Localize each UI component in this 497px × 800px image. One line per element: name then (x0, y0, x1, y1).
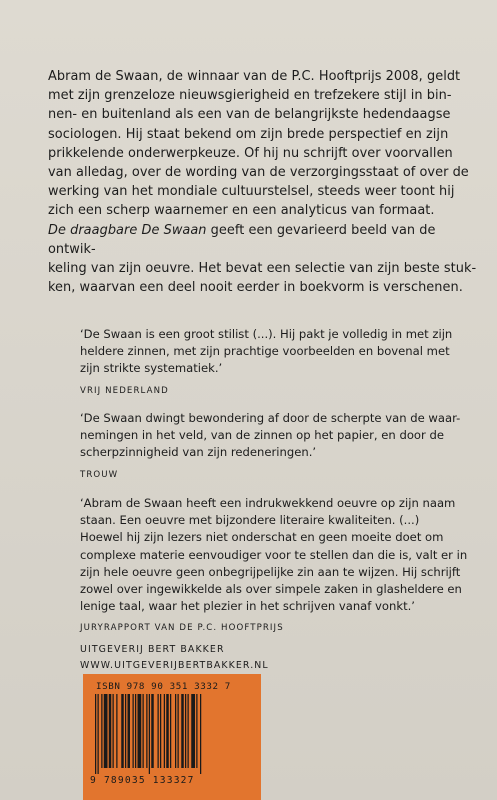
blurb-line: ken, waarvan een deel nooit eerder in boekvorm is verschenen. (48, 280, 463, 296)
barcode-bar (146, 694, 147, 768)
quote-source: TROUW (80, 469, 119, 480)
review-quote-3 (80, 495, 480, 638)
blurb-line: met zijn grenzeloze nieuwsgierigheid en trefzekere stijl in bin- (48, 88, 452, 104)
blurb-line: Abram de Swaan, de winnaar van de P.C. Hooftprijs 2008, geldt (48, 69, 461, 84)
quote-source: VRIJ NEDERLAND (80, 385, 169, 396)
quote-line: complexe materie eenvoudiger voor te stellen dan die is, valt er in (80, 547, 468, 562)
barcode-bar (135, 694, 136, 768)
barcode-bar (160, 694, 161, 768)
quote-line: lenige taal, waar het plezier in het schrijven vanaf vonkt.’ (80, 599, 415, 614)
barcode-bar (196, 694, 197, 768)
review-quote-2 (80, 410, 480, 484)
barcode-bar (170, 694, 171, 768)
barcode-bar (178, 694, 179, 768)
barcode-bar (138, 694, 142, 768)
barcode-bar (128, 694, 131, 768)
isbn-label: ISBN 978 90 351 3332 7 (96, 681, 231, 692)
blurb-line: sociologen. Hij staat bekend om zijn brede perspectief en zijn (48, 126, 449, 142)
barcode-bar (121, 694, 124, 768)
barcode-bar (188, 694, 189, 768)
barcode-bars (91, 694, 255, 774)
publisher-info (80, 642, 269, 673)
barcode-bar (181, 694, 184, 768)
quote-line: nemingen in het veld, van de zinnen op het papier, en door de (80, 428, 444, 443)
quote-line: zowel over ingewikkelde als over simpele zaken in glasheldere en (80, 582, 462, 597)
barcode-bar (104, 694, 108, 768)
barcode-bar (166, 694, 169, 768)
barcode-bar (113, 694, 114, 768)
barcode-bar (175, 694, 176, 768)
quote-line: ‘Abram de Swaan heeft een indrukwekkend oeuvre op zijn naam (80, 496, 456, 510)
blurb-line: werking van het mondiale cultuurstelsel, steeds weer toont hij (48, 184, 455, 200)
blurb-line: prikkelende onderwerpkeuze. Of hij nu schrijft over voorvallen (48, 145, 453, 161)
barcode-bar (143, 694, 144, 768)
quote-source: JURYRAPPORT VAN DE P.C. HOOFTPRIJS (80, 623, 284, 634)
blurb-line-rest: geeft een gevarieerd beeld van de ontwik- (48, 222, 436, 257)
barcode-bar (101, 694, 102, 768)
book-title-italic: De draagbare De Swaan (48, 222, 207, 238)
quote-line: ‘De Swaan dwingt bewondering af door de scherpte van de waar- (80, 411, 461, 425)
quote-line: zijn strikte systematiek.’ (80, 361, 223, 376)
blurb-line (48, 221, 478, 259)
blurb (48, 67, 478, 297)
quote-line: heldere zinnen, met zijn prachtige voorbeelden en bovenal met (80, 344, 450, 359)
barcode-bar (98, 694, 99, 774)
publisher-name: UITGEVERIJ BERT BAKKER (80, 644, 225, 655)
quote-line: zijn hele oeuvre geen onbegrijpelijke zin aan te wijzen. Hij schrijft (80, 564, 461, 579)
quote-line: Hoewel hij zijn lezers niet onderschat en geen moeite doet om (80, 530, 444, 545)
barcode-bar (116, 694, 117, 768)
quote-line: scherpzinnigheid van zijn redeneringen.’ (80, 445, 317, 460)
blurb-line: zich een scherp waarnemer en een analyticus van formaat. (48, 203, 435, 219)
quote-line: ‘De Swaan is een groot stilist (...). Hij pakt je volledig in met zijn (80, 327, 453, 341)
barcode-bar (125, 694, 126, 768)
review-quote-1 (80, 326, 480, 400)
barcode-bar (133, 694, 134, 768)
barcode-digits: 9 789035 133327 (90, 775, 195, 786)
barcode-bar (164, 694, 165, 768)
barcode-bar (109, 694, 112, 768)
blurb-line: keling van zijn oeuvre. Het bevat een selectie van zijn beste stuk- (48, 261, 477, 277)
blurb-line: nen- en buitenland als een van de belangrijkste hedendaagse (48, 107, 451, 123)
barcode-bar (149, 694, 150, 774)
barcode-bar (185, 694, 186, 768)
quote-line: staan. Een oeuvre met bijzondere literaire kwaliteiten. (...) (80, 513, 420, 528)
barcode-bar (95, 694, 96, 774)
publisher-url: WWW.UITGEVERIJBERTBAKKER.NL (80, 659, 269, 671)
blurb-line: van alledag, over de wording van de verzorgingsstaat of over de (48, 165, 469, 181)
barcode-bar (158, 694, 159, 768)
barcode-bar (200, 694, 201, 774)
barcode-bar (151, 694, 154, 768)
barcode-bar (191, 694, 195, 768)
